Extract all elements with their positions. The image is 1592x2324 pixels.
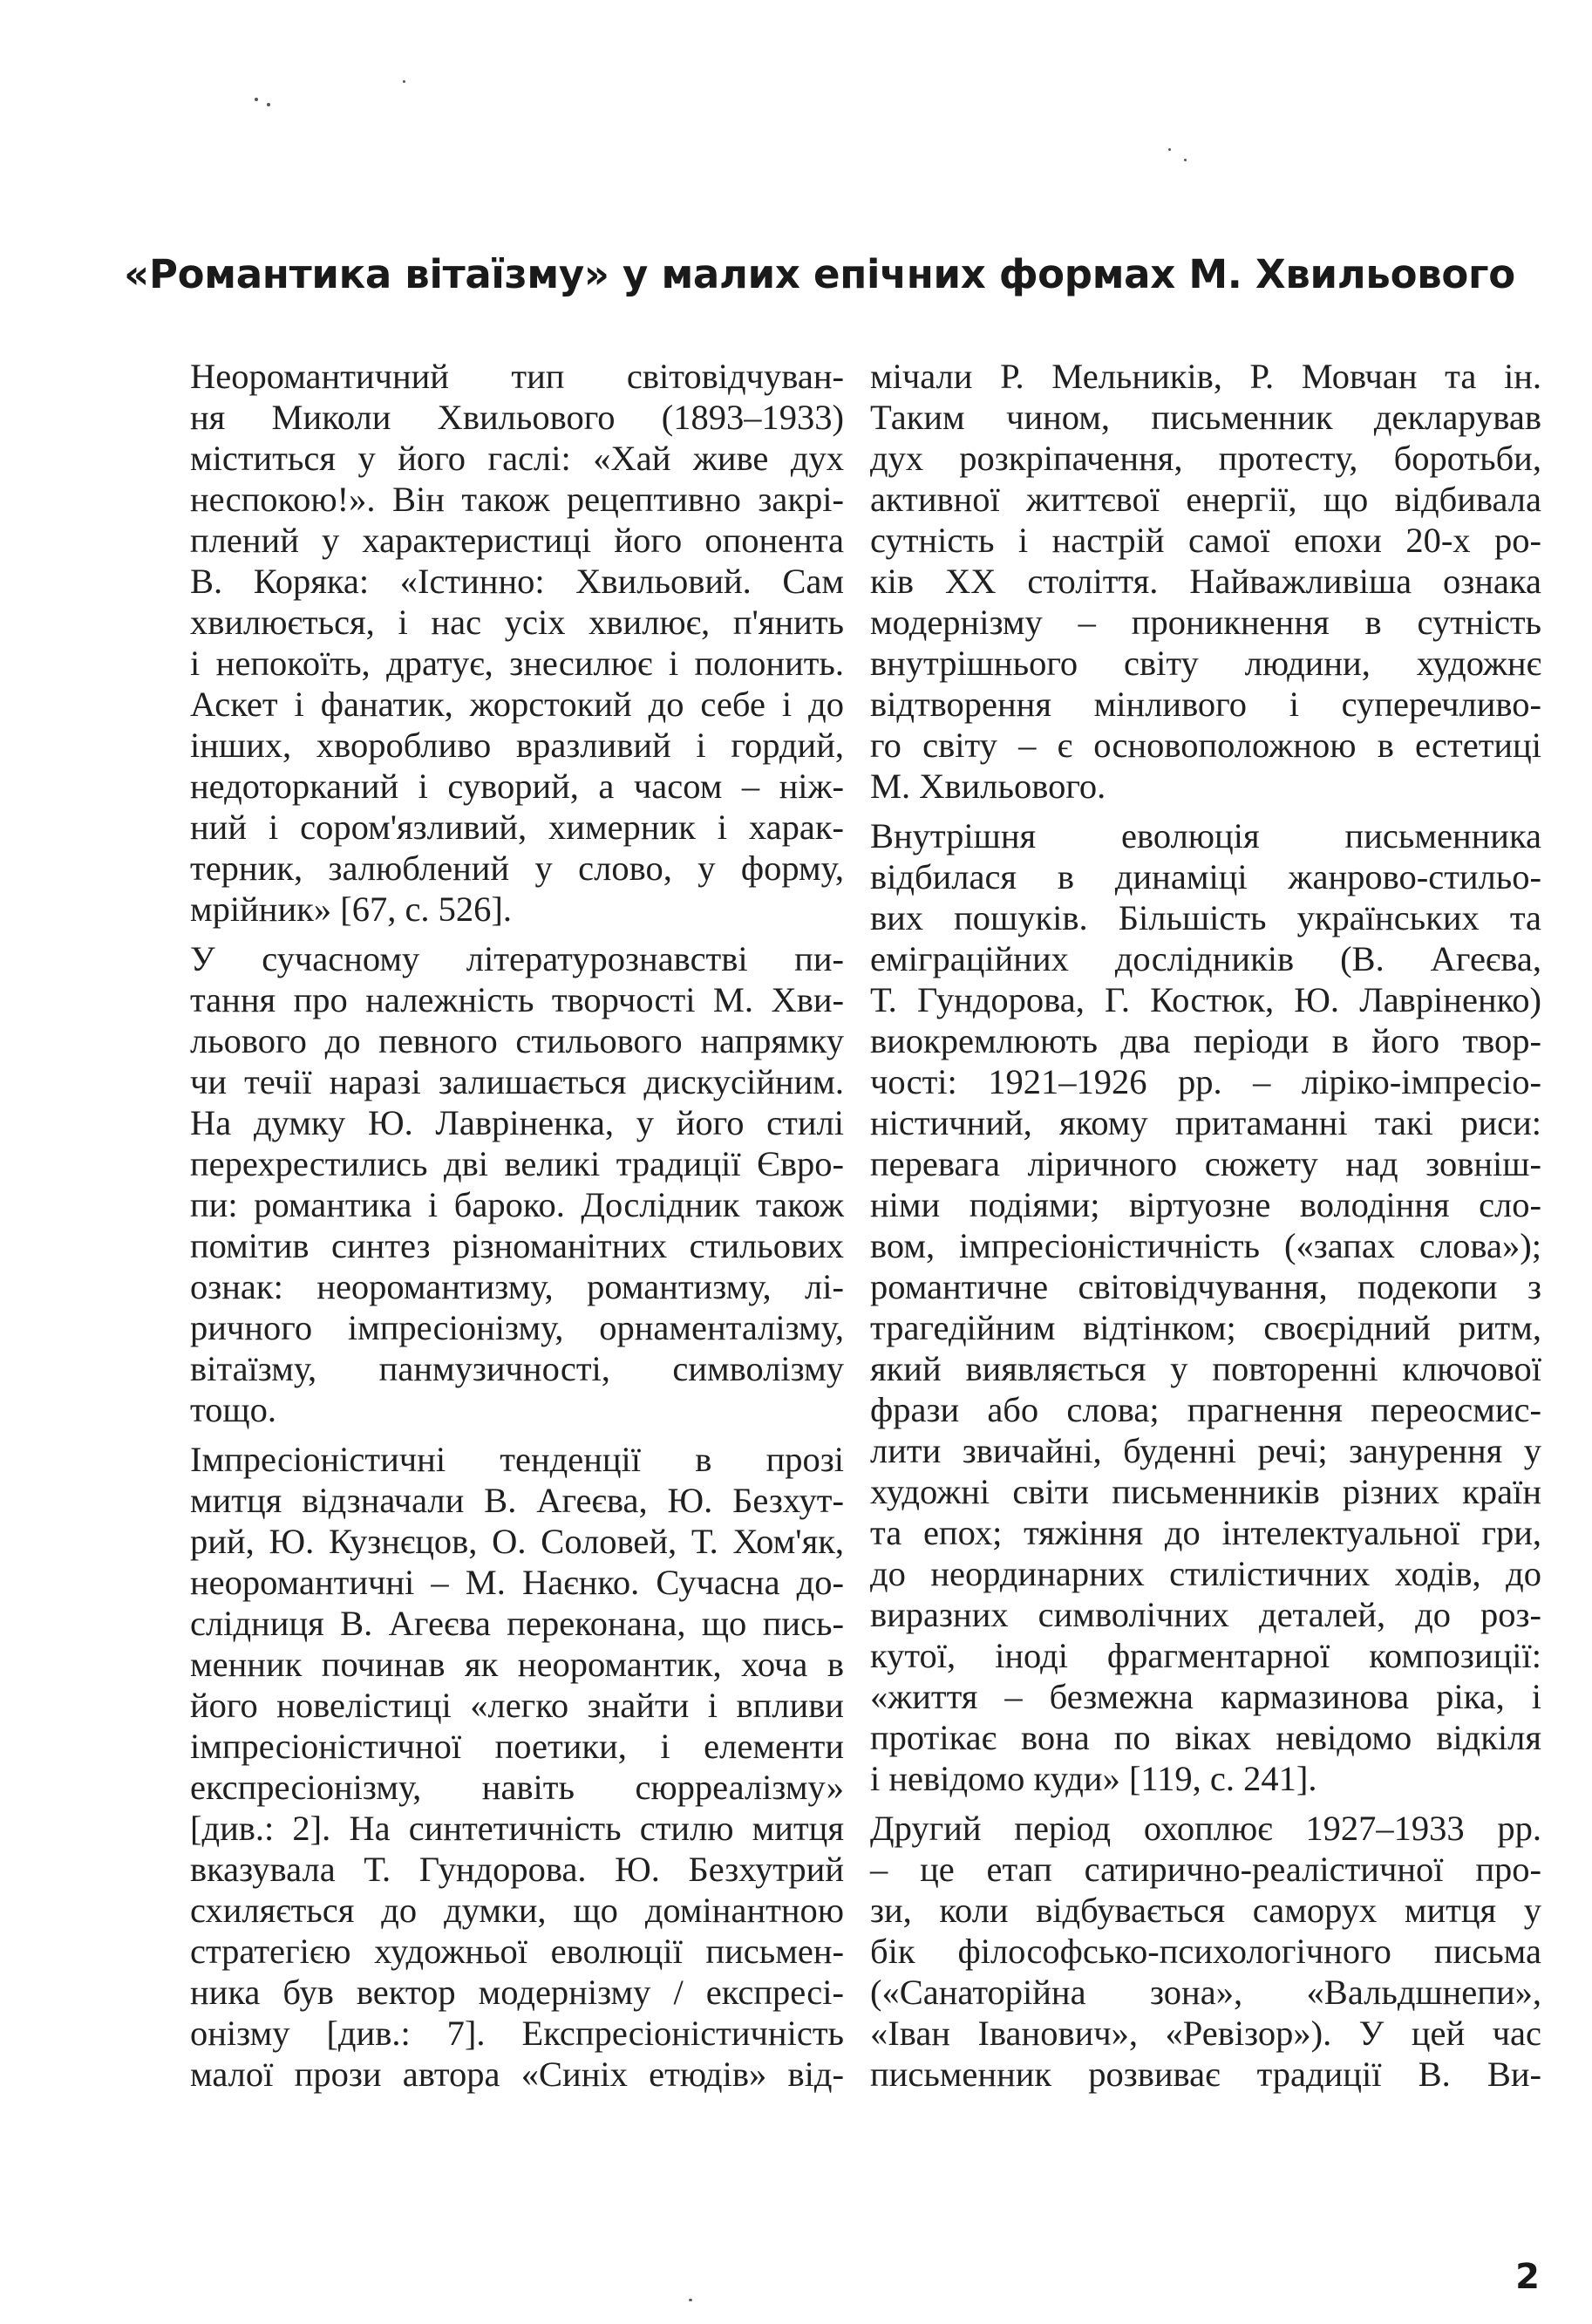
text-line: В. Коряка: «Істинно: Хвильовий. Сам xyxy=(190,562,844,601)
text-line: еміграційних дослідників (В. Агеєва, xyxy=(870,939,1541,978)
text-line: сутність і настрій самої епохи 20-х ро- xyxy=(870,521,1541,560)
text-line: ознак: неоромантизму, романтизму, лі- xyxy=(190,1267,844,1306)
text-line: інших, хворобливо вразливий і гордий, xyxy=(190,726,844,765)
text-line: ністичний, якому притаманні такі риси: xyxy=(870,1103,1541,1142)
text-line: терник, залюблений у слово, у форму, xyxy=(190,848,844,888)
text-line: міститься у його гаслі: «Хай живе дух xyxy=(190,439,844,478)
text-line: і непокоїть, дратує, знесилює і полонить. xyxy=(190,644,844,683)
paragraph xyxy=(190,1439,844,2095)
text-line: неспокою!». Він також рецептивно закрі- xyxy=(190,480,844,519)
paragraph-gap xyxy=(870,1799,1541,1808)
text-line: його новелістиці «легко знайти і впливи xyxy=(190,1686,844,1725)
text-line: неоромантичні – М. Наєнко. Сучасна до- xyxy=(190,1563,844,1602)
text-line: стратегією художньої еволюції письмен- xyxy=(190,1932,844,1971)
text-line: і невідомо куди» [119, с. 241]. xyxy=(870,1759,1317,1798)
text-line: мрійник» [67, с. 526]. xyxy=(190,889,513,929)
scan-speck xyxy=(689,2299,692,2301)
paragraph xyxy=(190,356,844,930)
text-line: рий, Ю. Кузнєцов, О. Соловей, Т. Хом'як, xyxy=(190,1522,844,1561)
text-line: імпресіоністичної поетики, і елементи xyxy=(190,1727,844,1766)
text-line: малої прози автора «Синіх етюдів» від- xyxy=(190,2055,844,2094)
text-line: Аскет і фанатик, жорстокий до себе і до xyxy=(190,685,844,724)
text-line: онізму [див.: 7]. Експресіоністичність xyxy=(190,2014,844,2053)
text-line: художні світи письменників різних країн xyxy=(870,1472,1541,1511)
left-column xyxy=(190,356,844,2095)
text-line: перевага ліричного сюжету над зовніш- xyxy=(870,1144,1541,1183)
text-line: модернізму – проникнення в сутність xyxy=(870,603,1541,642)
text-line: кутої, іноді фрагментарної композиції: xyxy=(870,1636,1541,1675)
text-line: На думку Ю. Лавріненка, у його стилі xyxy=(190,1103,844,1142)
text-line: менник починав як неоромантик, хоча в xyxy=(190,1645,844,1684)
text-line: Т. Гундорова, Г. Костюк, Ю. Лавріненко) xyxy=(870,980,1541,1019)
text-line: пи: романтика і бароко. Дослідник також xyxy=(190,1185,844,1224)
text-line: плений у характеристиці його опонента xyxy=(190,521,844,560)
text-line: ний і сором'язливий, химерник і харак- xyxy=(190,808,844,847)
text-line: Таким чином, письменник декларував xyxy=(870,398,1541,437)
page-number: 2 xyxy=(1515,2257,1540,2297)
right-column xyxy=(870,356,1541,2095)
text-line: вказувала Т. Гундорова. Ю. Безхутрий xyxy=(190,1850,844,1889)
text-line: – це етап сатирично-реалістичної про- xyxy=(870,1850,1541,1889)
text-line: ків XX століття. Найважливіша ознака xyxy=(870,562,1541,601)
text-line: недоторканий і суворий, а часом – ніж- xyxy=(190,767,844,806)
text-line: вітаїзму, панмузичності, символізму xyxy=(190,1349,844,1388)
paragraph-gap xyxy=(190,1430,844,1439)
text-line: слідниця В. Агеєва переконана, що пись- xyxy=(190,1604,844,1643)
text-line: лити звичайні, буденні речі; занурення у xyxy=(870,1431,1541,1470)
paragraph-gap xyxy=(870,807,1541,815)
text-line: трагедійним відтінком; своєрідний ритм, xyxy=(870,1308,1541,1347)
text-line: дух розкріпачення, протесту, боротьби, xyxy=(870,439,1541,478)
text-line: відтворення мінливого і суперечливо- xyxy=(870,685,1541,724)
text-line: чості: 1921–1926 рр. – ліріко-імпресіо- xyxy=(870,1062,1541,1101)
text-line: У сучасному літературознавстві пи- xyxy=(190,939,844,978)
scan-speck xyxy=(1168,148,1171,151)
text-line: тощо. xyxy=(190,1390,276,1429)
text-line: Другий період охоплює 1927–1933 рр. xyxy=(870,1809,1541,1848)
text-line: виразних символічних деталей, до роз- xyxy=(870,1595,1541,1634)
text-line: М. Хвильового. xyxy=(870,767,1106,806)
text-line: Неоромантичний тип світовідчуван- xyxy=(190,357,844,396)
text-line: чи течії наразі залишається дискусійним. xyxy=(190,1062,844,1101)
paragraph xyxy=(190,938,844,1430)
paragraph xyxy=(870,815,1541,1799)
text-line: помітив синтез різноманітних стильових xyxy=(190,1226,844,1265)
text-line: Імпресіоністичні тенденції в прозі xyxy=(190,1440,844,1479)
text-line: хвилюється, і нас усіх хвилює, п'янить xyxy=(190,603,844,642)
text-line: мічали Р. Мельників, Р. Мовчан та ін. xyxy=(870,357,1541,396)
text-line: перехрестились дві великі традиції Євро- xyxy=(190,1144,844,1183)
text-line: «життя – безмежна кармазинова ріка, і xyxy=(870,1677,1541,1716)
paragraph xyxy=(870,1808,1541,2095)
text-line: Внутрішня еволюція письменника xyxy=(870,816,1541,855)
text-line: бік філософсько-психологічного письма xyxy=(870,1932,1541,1971)
text-line: фрази або слова; прагнення переосмис- xyxy=(870,1390,1541,1429)
text-line: «Іван Іванович», «Ревізор»). У цей час xyxy=(870,2014,1541,2053)
text-line: схиляється до думки, що домінантною xyxy=(190,1891,844,1930)
text-line: експресіонізму, навіть сюрреалізму» xyxy=(190,1768,844,1807)
text-line: виокремлюють два періоди в його твор- xyxy=(870,1021,1541,1060)
text-line: ричного імпресіонізму, орнаменталізму, xyxy=(190,1308,844,1347)
text-line: льового до певного стильового напрямку xyxy=(190,1021,844,1060)
text-line: ника був вектор модернізму / експресі- xyxy=(190,1973,844,2012)
text-line: внутрішнього світу людини, художнє xyxy=(870,644,1541,683)
text-line: до неординарних стилістичних ходів, до xyxy=(870,1554,1541,1593)
text-line: та епох; тяжіння до інтелектуальної гри, xyxy=(870,1513,1541,1552)
text-line: ня Миколи Хвильового (1893–1933) xyxy=(190,398,844,437)
text-line: митця відзначали В. Агеєва, Ю. Безхут- xyxy=(190,1481,844,1520)
scan-speck xyxy=(1184,159,1187,161)
text-line: протікає вона по віках невідомо відкіля xyxy=(870,1718,1541,1757)
text-line: письменник розвиває традиції В. Ви- xyxy=(870,2055,1541,2094)
text-line: вом, імпресіоністичність («запах слова»); xyxy=(870,1226,1541,1265)
text-line: який виявляється у повторенні ключової xyxy=(870,1349,1541,1388)
text-line: го світу – є основоположною в естетиці xyxy=(870,726,1541,765)
text-line: [див.: 2]. На синтетичність стилю митця xyxy=(190,1809,844,1848)
page-title: «Романтика вітаїзму» у малих епічних формах М. Хвильового xyxy=(124,251,1515,297)
scan-speck xyxy=(267,103,270,106)
text-line: німи подіями; віртуозне володіння сло- xyxy=(870,1185,1541,1224)
text-line: відбилася в динаміці жанрово-стильо- xyxy=(870,857,1541,896)
text-line: романтичне світовідчування, подекопи з xyxy=(870,1267,1541,1306)
text-line: («Санаторійна зона», «Вальдшнепи», xyxy=(870,1973,1541,2012)
text-line: активної життєвої енергії, що відбивала xyxy=(870,480,1541,519)
paragraph-gap xyxy=(190,930,844,938)
text-line: зи, коли відбувається саморух митця у xyxy=(870,1891,1541,1930)
scan-speck xyxy=(403,80,405,83)
text-line: вих пошуків. Більшість українських та xyxy=(870,898,1541,937)
paragraph xyxy=(870,356,1541,807)
scan-speck xyxy=(255,98,258,101)
text-line: тання про належність творчості М. Хви- xyxy=(190,980,844,1019)
